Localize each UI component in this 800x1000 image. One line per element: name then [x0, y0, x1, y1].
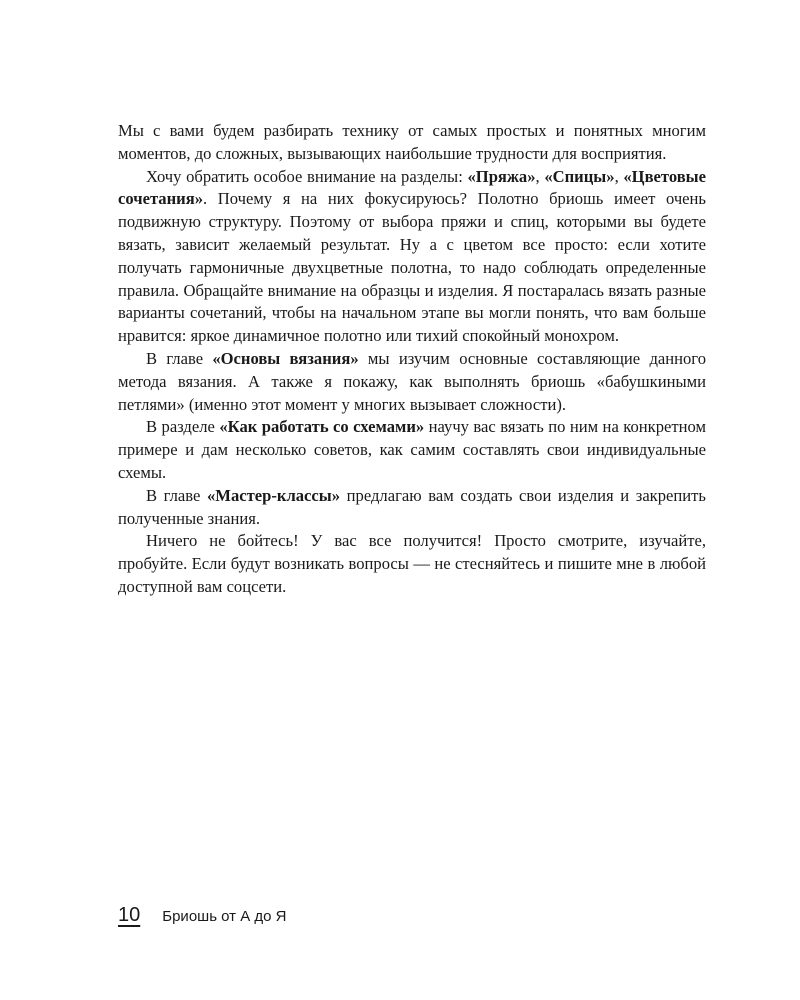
paragraph-text: В главе: [146, 485, 207, 505]
paragraph-text: Мы с вами будем разбирать технику от самых простых и понятных многим моментов, до сложных, вызывающих наибольшие трудности для восприятия.: [118, 121, 706, 163]
bold-section-name: «Как работать со схемами»: [219, 417, 425, 437]
paragraph-text: предлагаю вам создать свои изделия и закрепить полученные знания.: [118, 485, 706, 528]
running-title: Бриошь от А до Я: [162, 908, 287, 925]
bold-section-name: «Пряжа»: [467, 166, 536, 186]
bold-section-name: «Цветовые сочетания»: [118, 166, 707, 209]
paragraph: [118, 120, 706, 166]
bold-section-name: «Мастер-классы»: [207, 485, 341, 505]
paragraph-text: научу вас вязать по ним на конкретном примере и дам несколько советов, как самим составлять свои индивидуальные схемы.: [118, 417, 706, 482]
paragraph: [118, 530, 706, 598]
paragraph-text: В главе: [146, 348, 213, 368]
paragraph: [118, 348, 706, 416]
paragraph-text: мы изучим основные составляющие данного метода вязания. А также я покажу, как выполнять бриошь «бабушкиными петлями» (именно этот момент у многих вызывает сложности).: [118, 348, 706, 414]
paragraph-text: ,: [535, 166, 545, 186]
paragraph: [118, 166, 706, 348]
bold-section-name: «Основы вязания»: [212, 348, 359, 368]
paragraph-text: Ничего не бойтесь! У вас все получится! Просто смотрите, изучайте, пробуйте. Если будут возникать вопросы — не стесняйтесь и пишите мне в любой доступной вам соцсети.: [118, 531, 706, 596]
paragraph: [118, 416, 706, 484]
page-footer: [118, 904, 287, 927]
page-body-text: [118, 120, 706, 599]
paragraph-text: В разделе: [146, 417, 220, 437]
page-number: 10: [118, 904, 141, 926]
bold-section-name: «Спицы»: [544, 166, 615, 186]
paragraph-text: . Почему я на них фокусируюсь? Полотно бриошь имеет очень подвижную структуру. Поэтому от выбора пряжи и спиц, которыми вы будете вязать, зависит желаемый результат. Ну а с цветом все просто: если хотите получать гармоничные двухцветные полотна, то надо соблюдать определенные правила. Обращайте внимание на образцы и изделия. Я постаралась вязать разные варианты сочетаний, чтобы на начальном этапе вы могли понять, что вам больше нравится: яркое динамичное полотно или тихий спокойный монохром.: [118, 189, 706, 346]
paragraph-text: ,: [614, 166, 624, 186]
paragraph: [118, 485, 706, 531]
paragraph-text: Хочу обратить особое внимание на разделы:: [146, 166, 468, 186]
